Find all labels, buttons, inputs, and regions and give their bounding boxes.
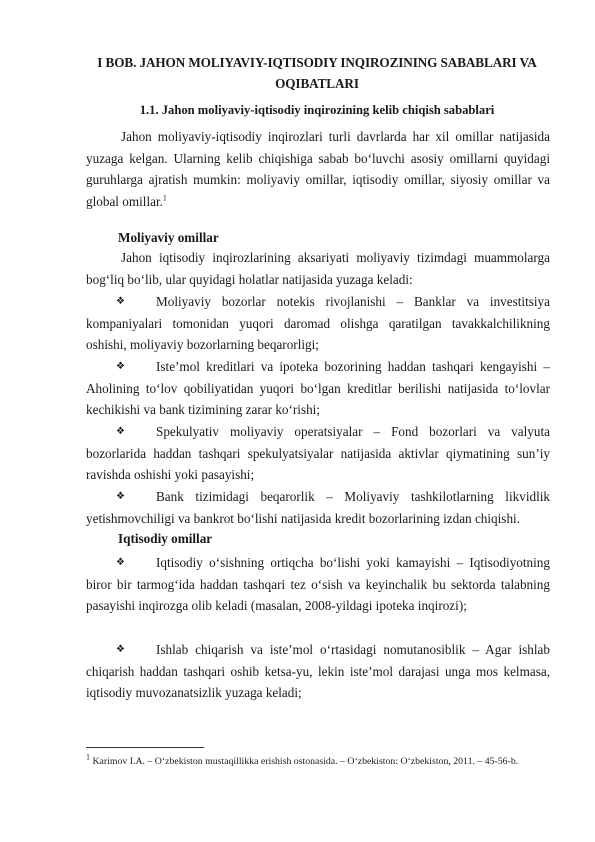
footnote-text: Karimov I.A. – O‘zbekiston mustaqillikka erishish ostonasida. – O‘zbekiston: O‘zbekiston, 2011. – 45-56-b. [92, 756, 519, 767]
diamond-bullet-icon: ❖ [116, 426, 125, 437]
diamond-bullet-icon: ❖ [116, 361, 125, 372]
list-item [86, 639, 550, 704]
footnote-divider [86, 747, 204, 748]
list-item-text: Iqtisodiy o‘sishning ortiqcha bo‘lishi yoki kamayishi – Iqtisodiyotning biror bir tarmog‘ida haddan tashqari tez o‘sish va keyinchalik bu sektorda talabning pasayishi inqirozga olib keladi (masalan, 2008-yildagi ipoteka inqirozi); [86, 555, 550, 614]
list-item [86, 486, 550, 529]
diamond-bullet-icon: ❖ [116, 296, 125, 307]
list-item [86, 421, 550, 486]
list-item-text: Spekulyativ moliyaviy operatsiyalar – Fond bozorlari va valyuta bozorlarida haddan tashqari spekulyatsiyalar natijasida aktivlar qiymatining sun’iy ravishda oshishi yoki pasayishi; [86, 424, 550, 483]
diamond-bullet-icon: ❖ [116, 644, 125, 655]
financial-lead-paragraph: Jahon iqtisodiy inqirozlarining aksariyati moliyaviy tizimdagi muammolarga bog‘liq bo‘lib, ular quyidagi holatlar natijasida yuzaga keladi: [86, 250, 550, 287]
intro-text: Jahon moliyaviy-iqtisodiy inqirozlari turli davrlarda har xil omillar natijasida yuzaga kelgan. Ularning kelib chiqishiga sabab bo‘luvchi asosiy omillarni quyidagi guruhlarga ajratish mumkin: moliyaviy omillar, iqtisodiy omillar, siyosiy omillar va global omillar. [86, 129, 550, 209]
list-item [86, 552, 550, 617]
list-item [86, 356, 550, 421]
diamond-bullet-icon: ❖ [116, 557, 125, 568]
chapter-title: I BOB. JAHON MOLIYAVIY-IQTISODIY INQIROZINING SABABLARI VA OQIBATLARI [97, 55, 537, 91]
list-item-text: Bank tizimidagi beqarorlik – Moliyaviy tashkilotlarning likvidlik yetishmovchiligi va bankrot bo‘lishi natijasida kredit bozorlarining izdan chiqishi. [86, 489, 550, 526]
economic-factors-heading: Iqtisodiy omillar [118, 531, 213, 546]
footnote-number: 1 [86, 752, 90, 762]
footnote-ref[interactable]: 1 [162, 193, 167, 203]
footnote [86, 752, 550, 771]
list-item-text: Iste’mol kreditlari va ipoteka bozorining haddan tashqari kengayishi – Aholining to‘lov qobiliyatidan yuqori bo‘lgan kreditlar berilishi natijasida to‘lovlar kechikishi va bank tizimining zarar ko‘rishi; [86, 359, 550, 418]
intro-paragraph [86, 126, 550, 212]
diamond-bullet-icon: ❖ [116, 491, 125, 502]
section-title: 1.1. Jahon moliyaviy-iqtisodiy inqirozining kelib chiqish sabablari [139, 103, 495, 117]
list-item [86, 291, 550, 356]
list-item-text: Ishlab chiqarish va iste’mol o‘rtasidagi nomutanosiblik – Agar ishlab chiqarish haddan tashqari oshib ketsa-yu, lekin iste’mol darajasi unga mos kelmasa, iqtisodiy muvozanatsizlik yuzaga keladi; [86, 642, 550, 701]
financial-factors-heading: Moliyaviy omillar [118, 230, 219, 245]
list-item-text: Moliyaviy bozorlar notekis rivojlanishi – Banklar va investitsiya kompaniyalari tomonidan yuqori daromad olishga qaratilgan tavakkalchilikning oshishi, moliyaviy bozorlarning beqarorligi; [86, 294, 550, 353]
